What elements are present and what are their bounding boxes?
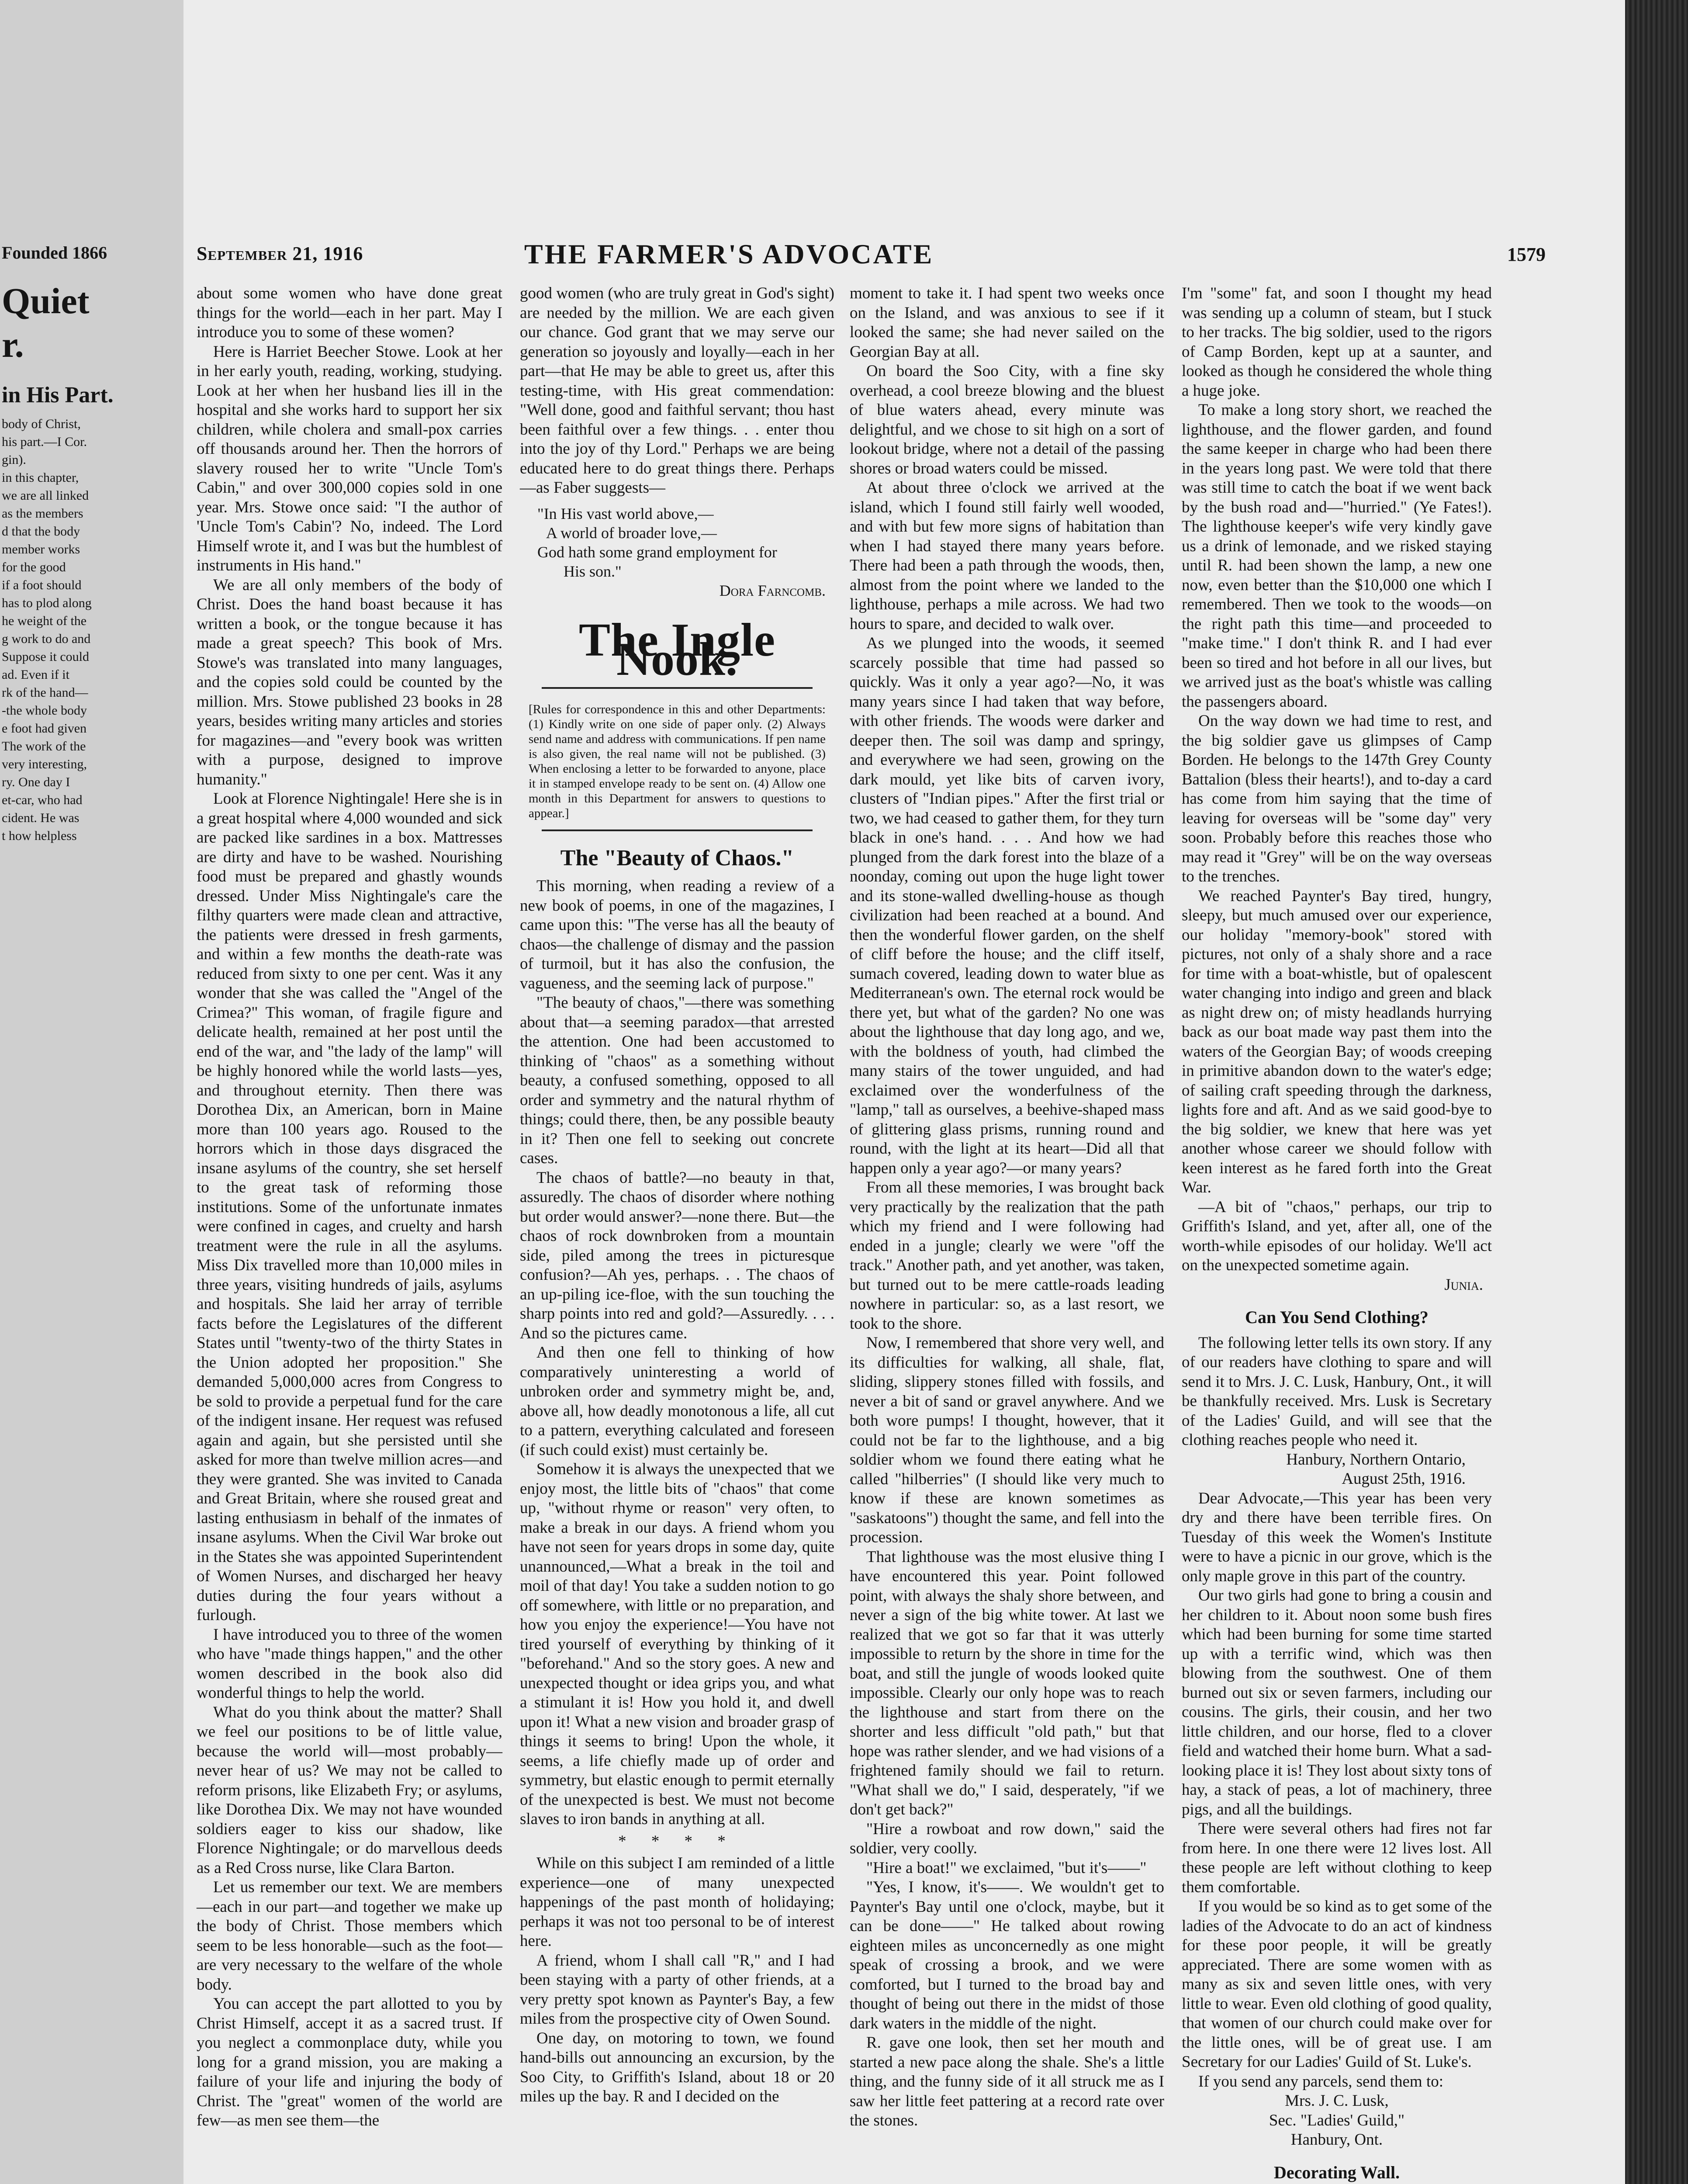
column-4 <box>1182 284 1492 2184</box>
section-title: Can You Send Clothing? <box>1245 1307 1429 1327</box>
poem-line: "In His vast world above,— <box>537 505 714 522</box>
paragraph: The following letter tells its own story. If any of our readers have clothing to spare and will send it to Mrs. J. C. Lusk, Hanbury, Ont., it will be thankfully received. Mrs. Lusk is Secretary of the Ladies' Guild, and will see that the clothing reaches people who need it. <box>1182 1334 1492 1449</box>
paragraph: That lighthouse was the most elusive thing I have encountered this year. Point followed point, with always the shaly shore between, and never a sign of the big white tower. At last we realized that we got so far that it was utterly impossible to return by the shore in time for the boat, and still the jungle of woods looked quite impossible. Clearly our only hope was to reach the lighthouse and start from there on the shorter and less difficult "old path," but that hope was rather slender, and we had visions of a frightened family should we fail to return. "What shall we do," I said, desperately, "if we don't get back?" <box>850 1548 1164 1818</box>
prev-page-line: as the members <box>2 506 83 521</box>
paragraph: "Yes, I know, it's——. We wouldn't get to Paynter's Bay until one o'clock, maybe, but it can be done——" He talked about rowing eighteen miles as unconcernedly as one might speak of crossing a brook, and we were comforted, but I turned to the broad bay and thought of being out there in the midst of those dark waters in the middle of the night. <box>850 1878 1164 2032</box>
paragraph: While on this subject I am reminded of a little experience—one of many unexpected happenings of the past month of holidaying; perhaps it was not too personal to be of interest here. <box>520 1854 834 1950</box>
letter-date: August 25th, 1916. <box>1342 1470 1466 1488</box>
paragraph: —A bit of "chaos," perhaps, our trip to Griffith's Island, and yet, after all, one of the worth-while episodes of our holiday. We'll act on the unexpected sometime again. <box>1182 1198 1492 1274</box>
prev-page-title: Quiet r. <box>2 281 90 365</box>
prev-page-line: in this chapter, <box>2 470 79 485</box>
prev-page-line: e foot had given <box>2 721 87 736</box>
prev-page-line: very interesting, <box>2 757 87 771</box>
paragraph: Here is Harriet Beecher Stowe. Look at her in her early youth, reading, working, studying. Look at her when her husband lies ill in the hospital and she works hard to support her six children, while cholera and small-pox carries off thousands around her. Then the horrors of slavery roused her to write "Uncle Tom's Cabin," and over 300,000 copies sold in one year. Mrs. Stowe once said: "I the author of 'Uncle Tom's Cabin'? No, indeed. The Lord Himself wrote it, and I was but the humblest of instruments in His hand." <box>197 342 502 574</box>
paragraph: This morning, when reading a review of a new book of poems, in one of the magazines, I came upon this: "The verse has all the beauty of chaos—the challenge of dismay and the passion of turmoil, but it has also the confusion, the vagueness, and the seeming lack of purpose." <box>520 877 834 992</box>
prev-page-line: ad. Even if it <box>2 667 69 682</box>
paragraph: A friend, whom I shall call "R," and I had been staying with a party of other friends, at a very pretty spot known as Paynter's Bay, a few miles from the prospective city of Owen Sound. <box>520 1951 834 2028</box>
prev-page-line: d that the body <box>2 524 80 539</box>
paragraph: Our two girls had gone to bring a cousin and her children to it. About noon some bush fires which had been burning for some time started up with a terrific wind, which was then blowing from the southwest. One of them burned out six or seven farmers, including our cousins. The girls, their cousin, and her two little children, and our horse, fled to a clover field and watched their home burn. What a sad-looking place it is! They lost about sixty tons of hay, a stack of peas, a lot of machinery, three pigs, and all the buildings. <box>1182 1586 1492 1818</box>
prev-page-subtitle: in His Part. <box>2 383 114 408</box>
prev-page-line: -the whole body <box>2 703 87 718</box>
paragraph: Now, I remembered that shore very well, and its difficulties for walking, all shale, flat, sliding, slippery stones filled with fossils, and never a bit of sand or gravel anywhere. And we both wore pumps! I thought, however, that it could not be far to the lighthouse, and a big soldier whom we found there eating what he called "hilberries" (I should like very much to know if these are known sometimes as "saskatoons") thought the same, and fell into the procession. <box>850 1334 1164 1546</box>
prev-page-line: has to plod along <box>2 596 92 610</box>
paragraph: On board the Soo City, with a fine sky overhead, a cool breeze blowing and the bluest of blue waters ahead, every minute was delightful, and we chose to sit high on a sort of lookout bridge, where not a detail of the passing shores or broad waters could be missed. <box>850 362 1164 477</box>
paragraph: I'm "some" fat, and soon I thought my head was sending up a column of steam, but I stuck to her tracks. The big soldier, used to the rigors of Camp Borden, kept up at a saunter, and looked as though he considered the whole thing a huge joke. <box>1182 284 1492 400</box>
section-break: * * * * <box>618 1832 736 1850</box>
prev-page-line: for the good <box>2 560 66 574</box>
column-2 <box>520 284 834 2107</box>
paragraph: R. gave one look, then set her mouth and started a new pace along the shale. She's a little thing, and the funny side of it all struck me as I saw her little feet pattering at a record rate over the stones. <box>850 2034 1164 2129</box>
ingle-nook-title: The Ingle Nook. <box>578 614 776 685</box>
prev-page-line: gin). <box>2 453 26 467</box>
paragraph: On the way down we had time to rest, and the big soldier gave us glimpses of Camp Borden. He belongs to the 147th Grey County Battalion (bless their hearts!), and to-day a card has come from him saying that the time of leaving for overseas will be "some day" very soon. Probably before this reaches those who may read it "Grey" will be on the way overseas to the trenches. <box>1182 712 1492 885</box>
prev-page-line: cident. He was <box>2 811 80 825</box>
paragraph: As we plunged into the woods, it seemed scarcely possible that time had passed so quickly. Was it only a year ago?—No, it was many years since I had taken that way before, with other friends. The woods were darker and deeper then. The soil was damp and springy, and everywhere we had seen, growing on the dark mould, yet like bits of carven ivory, clusters of "Indian pipes." After the first trial or two, we had ceased to gather them, for they turn black in one's hand. . . . And how we had plunged from the dark forest into the blaze of a noonday, coming out upon the huge light tower and its stone-walled dwelling-house as though civilization had been reached at a bound. And then the wonderful flower garden, on the shelf of cliff before the house; and the cliff itself, sumach covered, leading down to water blue as Mediterranean's own. The eternal rock would be there yet, but what of the garden? No one was about the lighthouse that day long ago, and we, with the boldness of youth, had climbed the many stairs of the tower unguided, and had exclaimed over the wonderfulness of the "lamp," tall as ourselves, a beehive-shaped mass of glittering glass prisms, running round and round, with the light at its heart—Did all that happen only a year ago?—or many years? <box>850 634 1164 1177</box>
prev-page-line: The work of the <box>2 739 86 753</box>
paragraph: I have introduced you to three of the women who have "made things happen," and the other women described in the book also did wonderful things to help the world. <box>197 1625 502 1702</box>
previous-page <box>0 0 183 2184</box>
poem-line: His son." <box>564 562 622 580</box>
prev-page-line: he weight of the <box>2 614 87 628</box>
section-title: The "Beauty of Chaos." <box>560 845 794 871</box>
paragraph: And then one fell to thinking of how comparatively uninteresting a world of unbroken order and symmetry might be, and, above all, how deadly monotonous a life, all cut to a pattern, everything calculated and foreseen (if such could exist) must certainly be. <box>520 1344 834 1459</box>
newspaper-page <box>183 0 1625 2184</box>
prev-page-line: Suppose it could <box>2 650 89 664</box>
column-1 <box>197 284 502 2131</box>
address-line: Hanbury, Ont. <box>1290 2131 1383 2149</box>
page-header <box>183 238 1625 273</box>
prev-page-line: his part.—I Cor. <box>2 435 87 449</box>
paragraph: We are all only members of the body of Christ. Does the hand boast because it has written a book, or the tongue because it has made a great speech? This book of Mrs. Stowe's was translated into many languages, and the copies sold could be counted by the million. Mrs. Stowe published 23 books in 28 years, besides writing many articles and stories for magazines—and "every book was written with a purpose, designed to improve humanity." <box>197 576 502 788</box>
prev-page-line: if a foot should <box>2 578 82 592</box>
divider <box>542 687 813 689</box>
paragraph: Dear Advocate,—This year has been very dry and there have been terrible fires. On Tuesday of this week the Women's Institute were to have a picnic in our grove, which is the only maple grove in this part of the country. <box>1182 1489 1492 1585</box>
paragraph: From all these memories, I was brought back very practically by the realization that the path which my friend and I were following had ended in a jungle; clearly we were "off the track." Another path, and yet another, was taken, but turned out to be mere cattle-roads leading nowhere in particular: so, as a last resort, we took to the shore. <box>850 1178 1164 1333</box>
paragraph: Look at Florence Nightingale! Here she is in a great hospital where 4,000 wounded and sick are packed like sardines in a box. Mattresses are dirty and have to be washed. Nourishing food must be prepared and ghastly wounds dressed. Under Miss Nightingale's care the filthy quarters were made clean and attractive, the patients were dressed in fresh garments, and within a few months the death-rate was reduced from sixty to one per cent. Was it any wonder that she was called the "Angel of the Crimea?" This woman, of fragile figure and delicate health, remained at her post until the end of the war, and "the lady of the lamp" will be highly honored while the world lasts—yes, and throughout eternity. Then there was Dorothea Dix, an American, born in Maine more than 100 years ago. Roused to the horrors which in those days disgraced the insane asylums of the country, she set herself to the great task of reforming those institutions. Some of the unfortunate inmates were confined in cages, and cruelty and harsh treatment were the rule in all the asylums. Miss Dix travelled more than 10,000 miles in three years, visiting hundreds of jails, asylums and hospitals. She laid her array of terrible facts before the Legislatures of the different States until "twenty-two of the thirty States in the Union adopted her proposition." She demanded 5,000,000 acres from Congress to be sold to provide a perpetual fund for the care of the indigent insane. Her request was refused again and again, but she persisted until she asked for more than twelve million acres—and they were granted. She was invited to Canada and Great Britain, where she roused great and lasting enthusiasm in behalf of the inmates of insane asylums. When the Civil War broke out in the States she was appointed Superintendent of Women Nurses, and discharged her heavy duties during the four years without a furlough. <box>197 790 502 1624</box>
prev-page-line: g work to do and <box>2 632 91 646</box>
correspondence-rules: [Rules for correspondence in this and other Departments: (1) Kindly write on one side of paper only. (2) Always send name and address with communications. If pen name is also given, the real name will not be published. (3) When enclosing a letter to be forwarded to anyone, place it in stamped envelope ready to be sent on. (4) Allow one month in this Department for answers to questions to appear.] <box>529 702 826 820</box>
prev-page-line: ry. One day I <box>2 775 70 789</box>
section-title: Decorating Wall. <box>1273 2162 1400 2182</box>
paragraph: "Hire a rowboat and row down," said the soldier, very coolly. <box>850 1820 1164 1857</box>
author-signature: Junia. <box>1444 1275 1483 1294</box>
paragraph: At about three o'clock we arrived at the island, which I found still fairly well wooded, and with but few more signs of habitation than when I had stayed there many years before. There had been a path through the woods, then, almost from the point where we landed to the lighthouse, perhaps a mile across. We had two hours to spare, and decided to walk over. <box>850 479 1164 633</box>
paragraph: Let us remember our text. We are members—each in our part—and together we make up the body of Christ. Those members which seem to be less honorable—such as the foot—are very necessary to the welfare of the whole body. <box>197 1878 502 1994</box>
paragraph: One day, on motoring to town, we found hand-bills out announcing an excursion, by the Soo City, to Griffith's Island, about 18 or 20 miles up the bay. R and I decided on the <box>520 2029 834 2105</box>
paragraph: If you send any parcels, send them to: <box>1198 2072 1444 2091</box>
paragraph: There were several others had fires not far from here. In one there were 12 lives lost. All these people are left without clothing to keep them comfortable. <box>1182 1820 1492 1896</box>
column-3 <box>850 284 1164 2131</box>
header-title: THE FARMER'S ADVOCATE <box>524 238 934 270</box>
prev-page-line: t how helpless <box>2 829 77 843</box>
divider <box>542 829 813 831</box>
prev-page-header: Founded 1866 <box>2 243 107 263</box>
paragraph: The chaos of battle?—no beauty in that, assuredly. The chaos of disorder where nothing but order would answer?—none there. But—the chaos of rock downbroken from a mountain side, piled among the trees in picturesque confusion?—Ah yes, perhaps. . . The chaos of an up-piling ice-floe, with the sun touching the sharp points into red and gold?—Assuredly. . . . And so the pictures came. <box>520 1168 834 1342</box>
header-page-number: 1579 <box>1507 244 1546 265</box>
paragraph: "The beauty of chaos,"—there was something about that—a seeming paradox—that arrested the attention. One had been accustomed to thinking of "chaos" as a something without beauty, a confused something, opposed to all order and symmetry and the natural rhythm of things; could there, then, be any possible beauty in it? Then one fell to seeking out concrete cases. <box>520 994 834 1167</box>
poem-signature: Dora Farncomb. <box>719 581 826 599</box>
paragraph: You can accept the part allotted to you by Christ Himself, accept it as a sacred trust. If you neglect a commonplace duty, while you long for a grand mission, you are making a failure of your life and injuring the body of Christ. The "great" women of the world are few—as men see them—the <box>197 1995 502 2129</box>
poem-line: God hath some grand employment for <box>537 543 777 561</box>
paragraph: moment to take it. I had spent two weeks once on the Island, and was anxious to see if it looked the same; she had never sailed on the Georgian Bay at all. <box>850 284 1164 361</box>
paragraph: about some women who have done great things for the world—each in her part. May I introduce you to some of these women? <box>197 284 502 341</box>
paragraph: We reached Paynter's Bay tired, hungry, sleepy, but much amused over our experience, our holiday "memory-book" stored with pictures, not only of a shaly shore and a race for time with a boat-whistle, but of opalescent water changing into indigo and green and black as night drew on; of misty headlands hurrying back as our boat made way past them into the waters of the Georgian Bay; of woods creeping in primitive abandon down to the water's edge; of sailing craft speeding through the darkness, lights fore and aft. And as we said good-bye to the big soldier, we knew that here was yet another whose career we should follow with keen interest as he fared forth into the Great War. <box>1182 887 1492 1196</box>
prev-page-line: we are all linked <box>2 488 89 503</box>
address-line: Mrs. J. C. Lusk, <box>1285 2092 1389 2110</box>
address-line: Sec. "Ladies' Guild," <box>1269 2111 1405 2129</box>
book-page-edges <box>1625 0 1688 2184</box>
prev-page-text <box>2 415 183 845</box>
prev-page-line: rk of the hand— <box>2 685 88 700</box>
paragraph: good women (who are truly great in God's sight) are needed by the million. We are each given our chance. God grant that we may serve our generation so joyously and loyally—each in her part—that He may be able to greet us, after this testing-time, with His great commendation: "Well done, good and faithful servant; thou hast been faithful over a few things. . . enter thou into the joy of thy Lord." Perhaps we are being educated here to do great things there. Perhaps—as Faber suggests— <box>520 284 834 497</box>
paragraph: What do you think about the matter? Shall we feel our positions to be of little value, because the world will—most probably—never hear of us? We may not be called to reform prisons, like Elizabeth Fry; or asylums, like Dorothea Dix. We may not have wounded soldiers eager to kiss our shadow, like Florence Nightingale; or do marvellous deeds as a Red Cross nurse, like Clara Barton. <box>197 1703 502 1877</box>
paragraph: To make a long story short, we reached the lighthouse, and the flower garden, and found the same keeper in charge who had been there in the years long past. We were told that there was still time to catch the boat if we went back by the bush road and—"hurried." (Ye Fates!). The lighthouse keeper's wife very kindly gave us a drink of lemonade, and we risked staying until R. had been shown the lamp, a new one now, even better than the $10,000 one which I remembered. Then we took to the woods—on the right path this time—and proceeded to "make time." I don't think R. and I had ever been so tired and hot before in all our lives, but we arrived just as the boat's whistle was calling the passengers aboard. <box>1182 401 1492 711</box>
prev-page-line: body of Christ, <box>2 417 81 431</box>
prev-page-line: member works <box>2 542 80 556</box>
header-date: September 21, 1916 <box>197 243 363 264</box>
paragraph: Somehow it is always the unexpected that we enjoy most, the little bits of "chaos" that come up, "without rhyme or reason" very often, to make a break in our days. A friend whom you have not seen for years drops in some day, quite unannounced,—What a break in the toil and moil of that day! You take a sudden notion to go off somewhere, with little or no preparation, and how you enjoy the experience!—You have not tired yourself of everything by thinking of it "beforehand." And so the story goes. A new and unexpected thought or idea grips you, and what a stimulant it is! How you hold it, and dwell upon it! What a new vision and broader grasp of things it seems to bring! Upon the whole, it seems, a life chiefly made up of order and symmetry, but elastic enough to permit eternally of the unexpected is best. We must not become slaves to iron bands in anything at all. <box>520 1460 834 1828</box>
letter-place: Hanbury, Northern Ontario, <box>1286 1450 1466 1469</box>
prev-page-line: et-car, who had <box>2 793 83 807</box>
poem <box>537 504 834 600</box>
paragraph: "Hire a boat!" we exclaimed, "but it's——" <box>866 1859 1147 1877</box>
paragraph: If you would be so kind as to get some of the ladies of the Advocate to do an act of kindness for these poor people, it will be greatly appreciated. There are some women with as many as six and seven little ones, with very little to wear. Even old clothing of good quality, that women of our church could make over for the little ones, will be of great use. I am Secretary for our Ladies' Guild of St. Luke's. <box>1182 1897 1492 2071</box>
poem-line: A world of broader love,— <box>546 524 717 542</box>
